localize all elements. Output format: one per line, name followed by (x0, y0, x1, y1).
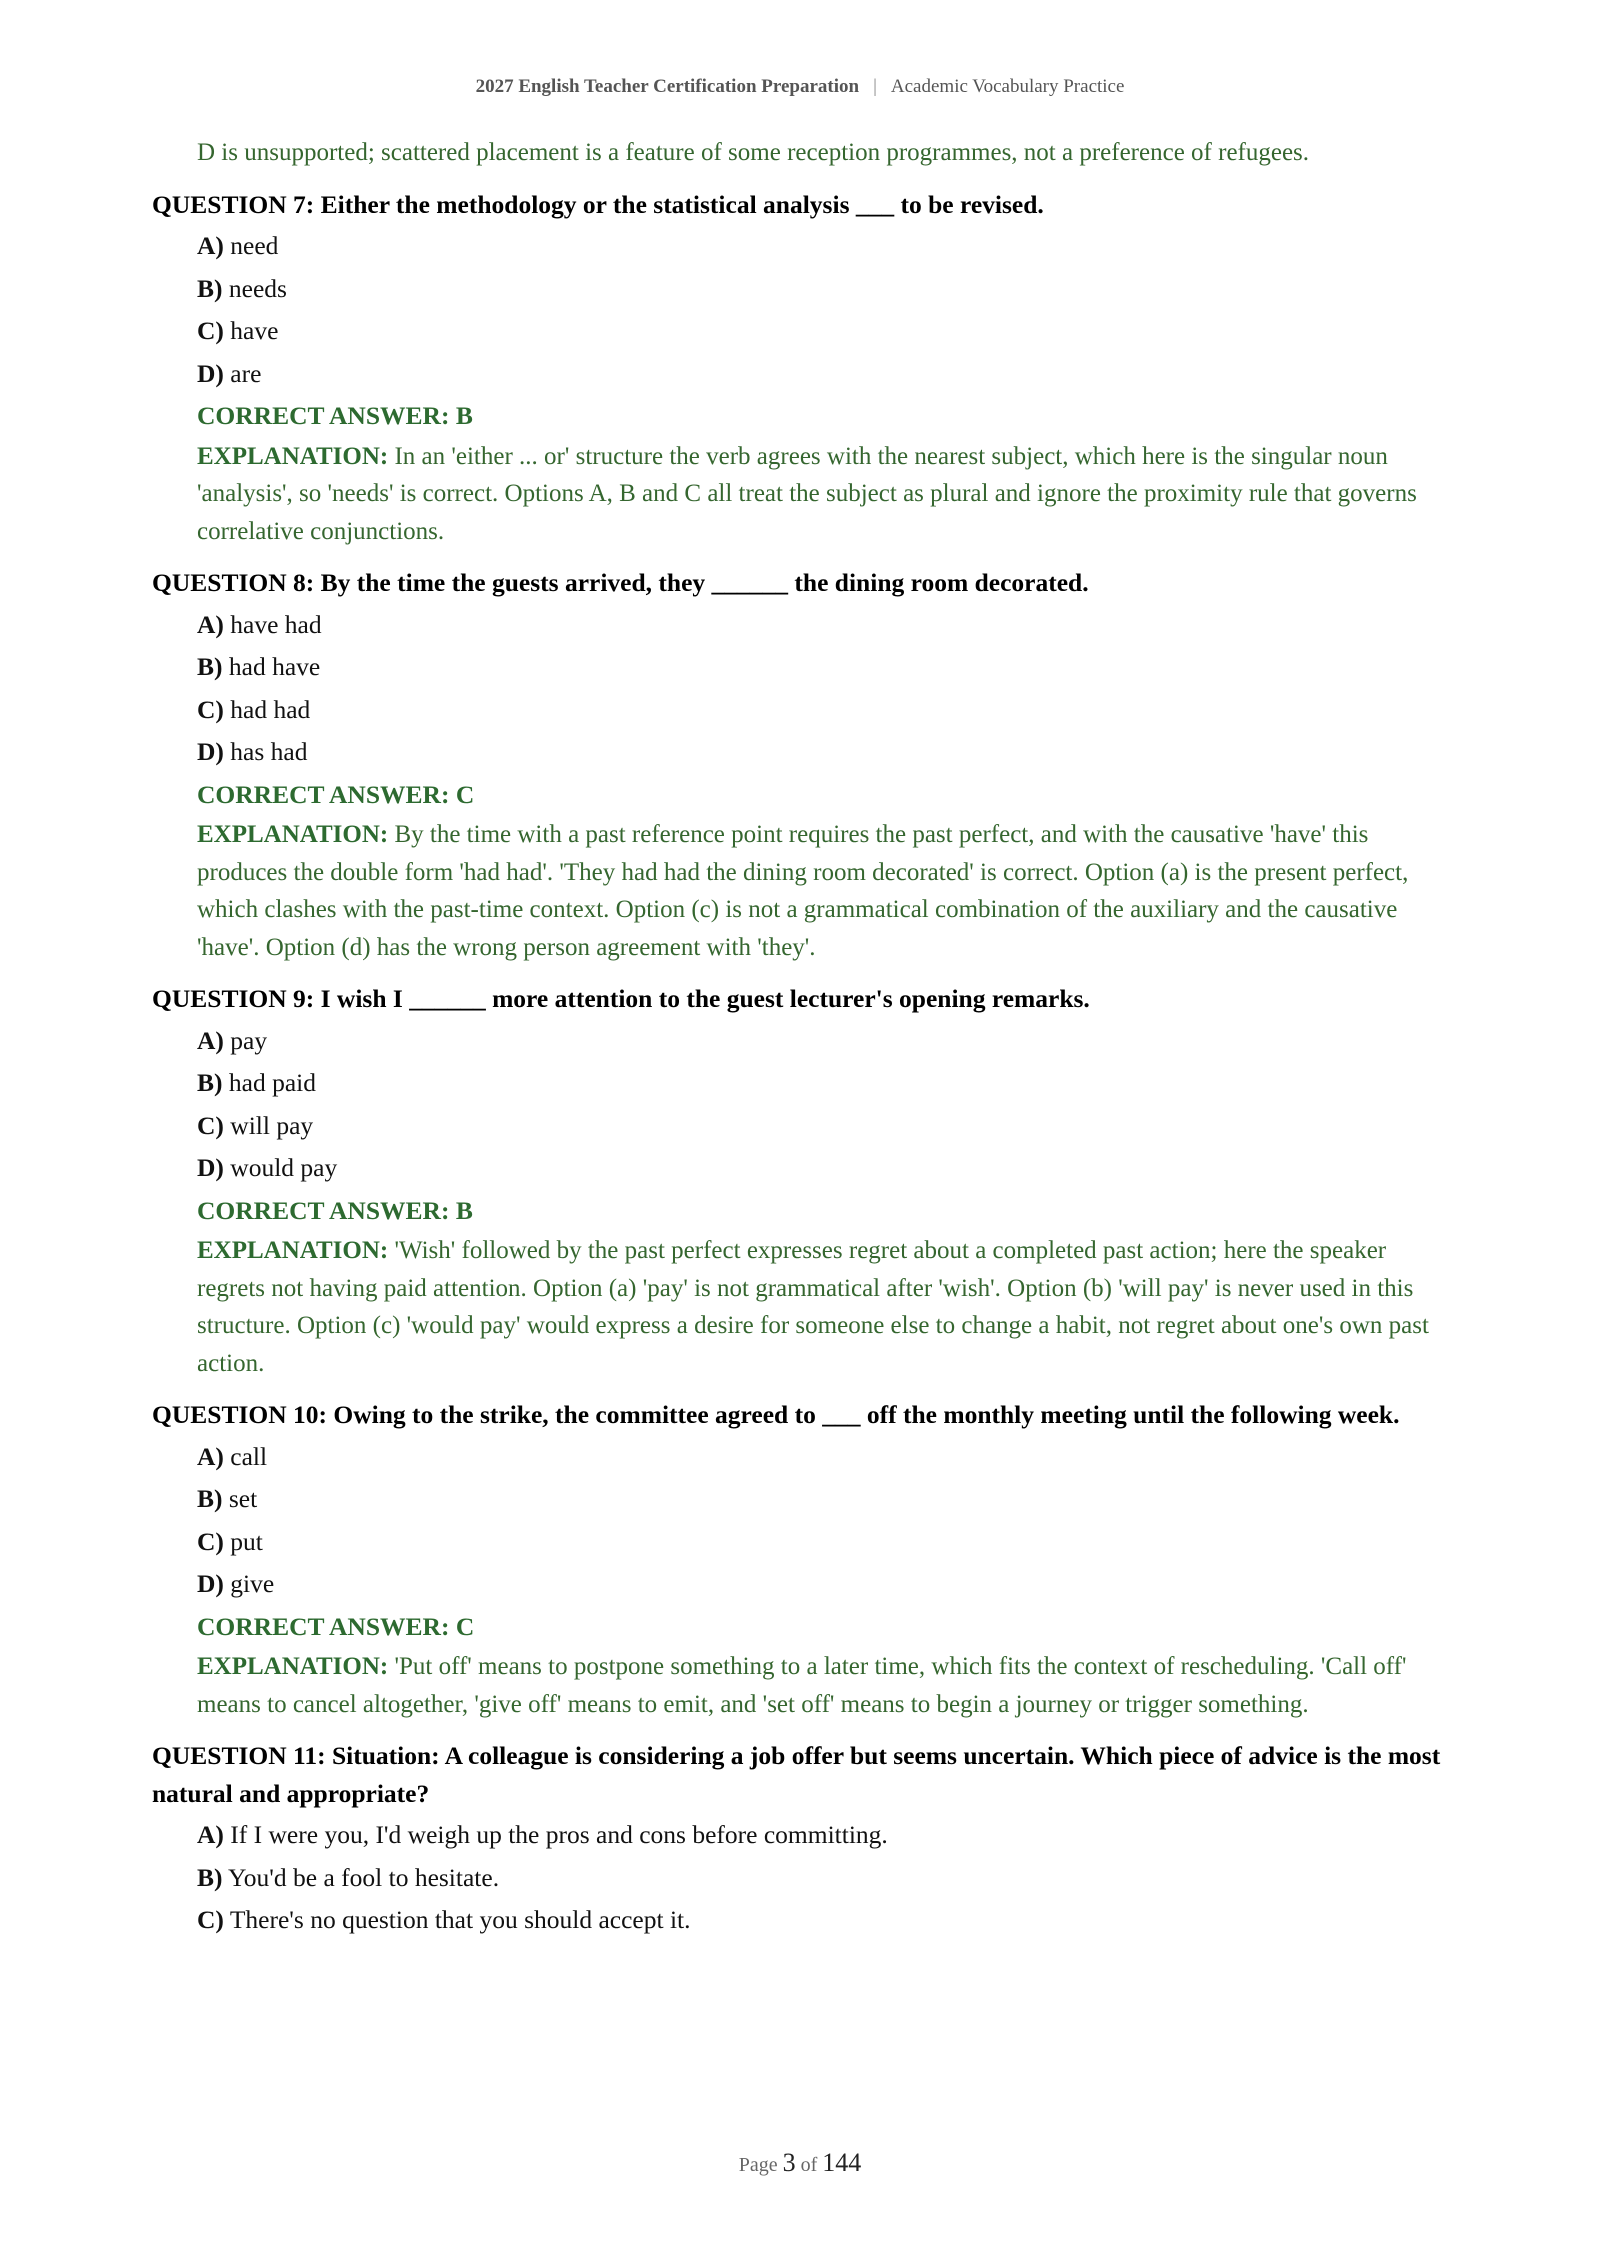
option-letter: D) (197, 358, 224, 388)
options-list (197, 1814, 1452, 1942)
option-b (197, 646, 1452, 689)
option-letter: A) (197, 1441, 224, 1471)
option-text: have had (230, 609, 322, 639)
option-b (197, 268, 1452, 311)
option-letter: A) (197, 231, 224, 260)
running-header (0, 76, 1600, 98)
option-a (197, 225, 1452, 268)
explanation (197, 816, 1452, 966)
continued-explanation: D is unsupported; scattered placement is a feature of some reception programmes, not a preference of refugees. (197, 139, 1310, 166)
option-text: had have (228, 652, 321, 681)
question-block (152, 1396, 1452, 1723)
option-b (197, 1062, 1452, 1105)
explanation (197, 438, 1452, 551)
option-letter: C) (197, 1110, 224, 1140)
option-letter: A) (197, 1820, 224, 1849)
option-text: If I were you, I'd weigh up the pros and cons before committing. (230, 1820, 888, 1849)
options-list (197, 1020, 1452, 1190)
page-content (152, 134, 1452, 1942)
page-number: 3 (782, 2148, 796, 2177)
option-a (197, 1436, 1452, 1479)
option-text: There's no question that you should accept it. (229, 1905, 691, 1934)
option-c (197, 310, 1452, 353)
option-text: had paid (228, 1068, 316, 1097)
question-prompt: QUESTION 10: Owing to the strike, the committee agreed to ___ off the monthly meeting until the following week. (152, 1400, 1400, 1429)
option-text: has had (230, 737, 308, 766)
page-footer (0, 2148, 1600, 2178)
question-prompt: QUESTION 9: I wish I ______ more attention to the guest lecturer's opening remarks. (152, 984, 1090, 1013)
option-letter: D) (197, 1153, 224, 1182)
options-list (197, 1436, 1452, 1606)
header-title: 2027 English Teacher Certification Preparation (475, 76, 860, 97)
option-text: have (230, 316, 279, 345)
explanation (197, 1648, 1452, 1723)
option-text: pay (230, 1025, 268, 1055)
explanation (197, 1232, 1452, 1382)
option-d (197, 1147, 1452, 1190)
correct-answer: CORRECT ANSWER: C (197, 779, 475, 809)
option-letter: C) (197, 1526, 224, 1556)
explanation-label: EXPLANATION: (197, 1237, 389, 1264)
option-a (197, 1814, 1452, 1857)
explanation-text: In an 'either ... or' structure the verb agrees with the nearest subject, which here is the singular noun 'analysis', so 'needs' is correct. Options A, B and C all treat the subject as plural and ignore the proximity rule that governs correlative conjunctions. (197, 442, 1417, 545)
explanation-label: EXPLANATION: (197, 821, 389, 848)
option-d (197, 731, 1452, 774)
option-letter: B) (197, 1068, 223, 1097)
question-block (152, 186, 1452, 551)
option-letter: B) (197, 1484, 223, 1513)
option-letter: D) (197, 1569, 224, 1598)
question-block (152, 980, 1452, 1382)
explanation-text: 'Put off' means to postpone something to a later time, which fits the context of rescheduling. 'Call off' means to cancel altogether, 'give off' means to emit, and 'set off' means to begin a journey or trigger something. (197, 1653, 1407, 1718)
option-letter: C) (197, 316, 224, 345)
option-letter: B) (197, 652, 223, 681)
page-word: Page (738, 2154, 778, 2176)
explanation-label: EXPLANATION: (197, 1653, 389, 1680)
option-b (197, 1478, 1452, 1521)
options-list (197, 225, 1452, 395)
option-text: You'd be a fool to hesitate. (227, 1862, 500, 1892)
option-text: will pay (230, 1110, 314, 1140)
option-text: call (230, 1441, 268, 1471)
question-block (152, 1737, 1452, 1942)
option-d (197, 353, 1452, 396)
of-word: of (800, 2154, 818, 2176)
option-letter: A) (197, 609, 224, 639)
correct-answer: CORRECT ANSWER: C (197, 1611, 475, 1641)
option-a (197, 604, 1452, 647)
question-prompt: QUESTION 8: By the time the guests arrived, they ______ the dining room decorated. (152, 568, 1089, 597)
option-letter: D) (197, 737, 224, 766)
option-d (197, 1563, 1452, 1606)
option-letter: B) (197, 273, 223, 303)
explanation-text: By the time with a past reference point requires the past perfect, and with the causative 'have' this produces the double form 'had had'. 'They had had the dining room decorated' is correct. Option (a) is the present perfect, which clashes with the past-time context. Option (c) is not a grammatical combination of the auxiliary and the causative 'have'. Option (d) has the wrong person agreement with 'they'. (197, 821, 1409, 961)
option-letter: B) (197, 1862, 223, 1892)
option-a (197, 1020, 1452, 1063)
option-text: set (228, 1484, 258, 1513)
option-c (197, 1105, 1452, 1148)
total-pages: 144 (822, 2148, 862, 2177)
option-letter: C) (197, 694, 224, 724)
option-letter: C) (197, 1905, 224, 1934)
header-subtitle: Academic Vocabulary Practice (890, 76, 1125, 97)
explanation-text: 'Wish' followed by the past perfect expresses regret about a completed past action; here the speaker regrets not having paid attention. Option (a) 'pay' is not grammatical after 'wish'. Option (b) 'will pay' is never used in this structure. Option (c) 'would pay' would express a desire for someone else to change a habit, not regret about one's own past action. (197, 1237, 1429, 1377)
option-text: are (230, 358, 262, 388)
option-c (197, 689, 1452, 732)
question-prompt: QUESTION 7: Either the methodology or the statistical analysis ___ to be revised. (152, 189, 1044, 219)
option-c (197, 1899, 1452, 1942)
option-text: had had (230, 694, 311, 724)
correct-answer: CORRECT ANSWER: B (197, 1195, 473, 1225)
question-prompt: QUESTION 11: Situation: A colleague is considering a job offer but seems uncertain. Which piece of advice is the most natural and appropriate? (152, 1741, 1441, 1808)
explanation-label: EXPLANATION: (197, 442, 389, 470)
question-block (152, 564, 1452, 966)
option-text: would pay (230, 1153, 338, 1182)
option-text: need (230, 231, 279, 260)
option-text: give (230, 1569, 275, 1598)
option-text: put (230, 1526, 263, 1556)
option-text: needs (228, 273, 287, 303)
header-separator: | (873, 76, 877, 97)
correct-answer: CORRECT ANSWER: B (197, 401, 473, 430)
option-letter: A) (197, 1025, 224, 1055)
options-list (197, 604, 1452, 774)
option-b (197, 1857, 1452, 1900)
option-c (197, 1521, 1452, 1564)
